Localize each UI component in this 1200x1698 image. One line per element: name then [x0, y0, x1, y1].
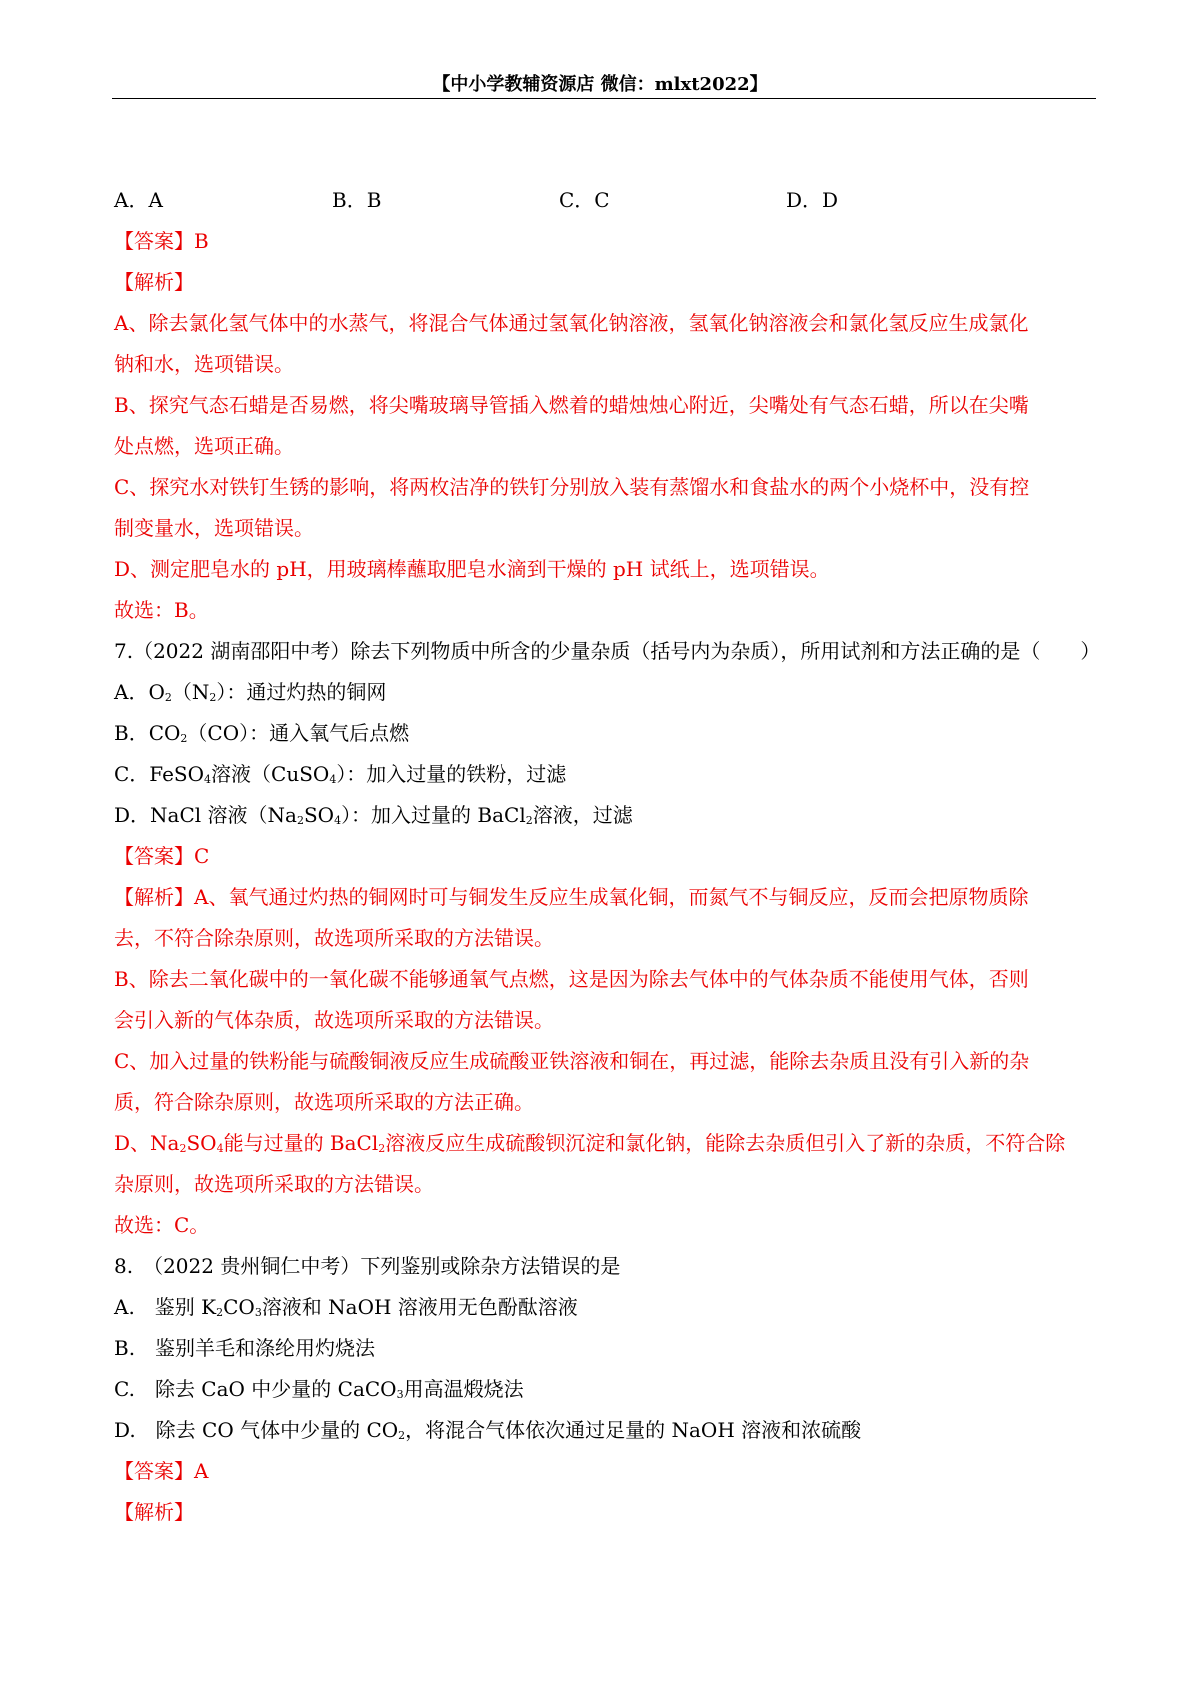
subscript: 4 — [329, 773, 337, 786]
text: C. 除去 CaO 中少量的 CaCO — [114, 1377, 397, 1401]
question-8-option-c — [114, 1373, 1094, 1414]
text: D、Na — [114, 1131, 180, 1155]
conclusion: 故选：C。 — [114, 1213, 210, 1237]
analysis-title: 【解析】 — [114, 270, 194, 294]
text: SO — [186, 1131, 217, 1155]
subscript: 2 — [398, 1429, 406, 1442]
analysis-line: B、除去二氧化碳中的一氧化碳不能够通氧气点燃，这是因为除去气体中的气体杂质不能使用气体，否则 — [114, 967, 1029, 991]
text: ，将混合气体依次通过足量的 NaOH 溶液和浓硫酸 — [405, 1418, 862, 1442]
analysis-line: B、探究气态石蜡是否易燃，将尖嘴玻璃导管插入燃着的蜡烛烛心附近，尖嘴处有气态石蜡，所以在尖嘴 — [114, 393, 1029, 417]
text: ）：加入过量的铁粉，过滤 — [336, 762, 567, 786]
text: SO — [303, 803, 335, 827]
option-a: A．A — [114, 188, 163, 212]
text: A．O — [114, 680, 165, 704]
option-b: B．B — [332, 188, 382, 212]
text: C．FeSO — [114, 762, 205, 786]
analysis-line: 制变量水，选项错误。 — [114, 516, 314, 540]
analysis-line: C、探究水对铁钉生锈的影响，将两枚洁净的铁钉分别放入装有蒸馏水和食盐水的两个小烧杯中，没有控 — [114, 475, 1030, 499]
question-8-option-a — [114, 1291, 1094, 1332]
analysis-line — [114, 1127, 1094, 1168]
question-8-option-d — [114, 1414, 1094, 1455]
analysis-line: 处点燃，选项正确。 — [114, 434, 294, 458]
analysis-line: 会引入新的气体杂质，故选项所采取的方法错误。 — [114, 1008, 554, 1032]
text: B．CO — [114, 721, 181, 745]
subscript: 2 — [209, 691, 217, 704]
text: D．NaCl 溶液（Na — [114, 803, 297, 827]
analysis-line: 杂原则，故选项所采取的方法错误。 — [114, 1172, 434, 1196]
analysis-line: A、除去氯化氢气体中的水蒸气，将混合气体通过氢氧化钠溶液，氢氧化钠溶液会和氯化氢反应生成氯化 — [114, 311, 1029, 335]
question-7-option-d — [114, 799, 1094, 840]
subscript: 2 — [180, 732, 188, 745]
question-8-stem: 8. （2022 贵州铜仁中考）下列鉴别或除杂方法错误的是 — [114, 1254, 621, 1278]
option-c: C．C — [559, 188, 610, 212]
question-7-option-a — [114, 676, 1094, 717]
subscript: 2 — [525, 814, 533, 827]
answer-label: 【答案】B — [114, 229, 209, 253]
analysis-title: 【解析】 — [114, 1500, 194, 1524]
subscript: 2 — [216, 1306, 224, 1319]
text: 溶液反应生成硫酸钡沉淀和氯化钠，能除去杂质但引入了新的杂质，不符合除 — [385, 1131, 1066, 1155]
question-7-option-c — [114, 758, 1094, 799]
analysis-line: 质，符合除杂原则，故选项所采取的方法正确。 — [114, 1090, 534, 1114]
text: 用高温煅烧法 — [403, 1377, 524, 1401]
text: （N — [171, 680, 210, 704]
text: 溶液（CuSO — [211, 762, 330, 786]
analysis-line — [114, 881, 1094, 922]
analysis-title: 【解析】 — [114, 885, 194, 909]
subscript: 2 — [296, 814, 304, 827]
text: 溶液，过滤 — [532, 803, 633, 827]
analysis-text: A、氧气通过灼热的铜网时可与铜发生反应生成氧化铜，而氮气不与铜反应，反而会把原物质除 — [194, 885, 1029, 909]
text: ）：加入过量的 BaCl — [341, 803, 526, 827]
analysis-line: D、测定肥皂水的 pH，用玻璃棒蘸取肥皂水滴到干燥的 pH 试纸上，选项错误。 — [114, 557, 830, 581]
text: A. 鉴别 K — [114, 1295, 217, 1319]
question-8-option-b: B. 鉴别羊毛和涤纶用灼烧法 — [114, 1336, 376, 1360]
analysis-line: 钠和水，选项错误。 — [114, 352, 294, 376]
subscript: 4 — [334, 814, 342, 827]
page-header: 【中小学教辅资源店 微信：mlxt2022】 — [432, 74, 768, 95]
subscript: 2 — [179, 1142, 187, 1155]
subscript: 2 — [164, 691, 172, 704]
prev-question-options — [114, 184, 1094, 225]
text: 溶液和 NaOH 溶液用无色酚酞溶液 — [261, 1295, 578, 1319]
text: （CO）：通入氧气后点燃 — [187, 721, 410, 745]
analysis-line: 去，不符合除杂原则，故选项所采取的方法错误。 — [114, 926, 554, 950]
option-d: D．D — [786, 188, 839, 212]
header-divider — [112, 98, 1096, 99]
answer-label: 【答案】A — [114, 1459, 209, 1483]
question-7-option-b — [114, 717, 1094, 758]
subscript: 2 — [378, 1142, 386, 1155]
subscript: 4 — [216, 1142, 224, 1155]
conclusion: 故选：B。 — [114, 598, 209, 622]
text: D. 除去 CO 气体中少量的 CO — [114, 1418, 399, 1442]
document-body — [114, 184, 1101, 1537]
analysis-line: C、加入过量的铁粉能与硫酸铜液反应生成硫酸亚铁溶液和铜在，再过滤，能除去杂质且没有引入新的杂 — [114, 1049, 1030, 1073]
text: CO — [223, 1295, 255, 1319]
question-7-stem: 7.（2022 湖南邵阳中考）除去下列物质中所含的少量杂质（括号内为杂质），所用试剂和方法正确的是（ ） — [114, 639, 1101, 663]
answer-label: 【答案】C — [114, 844, 210, 868]
subscript: 3 — [396, 1388, 404, 1401]
text: 能与过量的 BaCl — [223, 1131, 379, 1155]
text: ）：通过灼热的铜网 — [216, 680, 387, 704]
subscript: 3 — [254, 1306, 262, 1319]
subscript: 4 — [204, 773, 212, 786]
